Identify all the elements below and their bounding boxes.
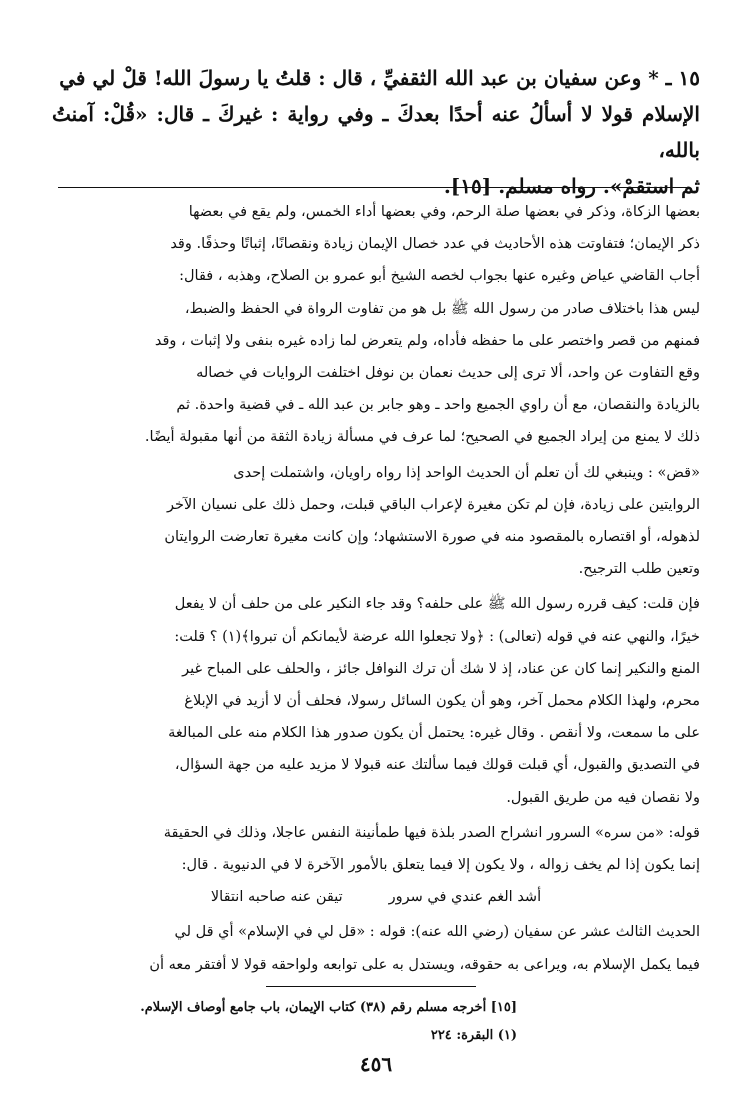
commentary-line: فمنهم من قصر واختصر على ما حفظه فأداه، ولم يتعرض لما زاده غيره بنفى ولا إثبات ، وقد: [154, 332, 700, 349]
commentary-line: وتعين طلب الترجيح.: [578, 561, 700, 578]
commentary-line: بالزيادة والنقصان، مع أن راوي الجميع واحد ـ وهو جابر بن عبد الله ـ في قضية واحدة. ثم: [176, 397, 700, 414]
commentary-line: أجاب القاضي عياض وغيره عنها بجواب لخصه الشيخ أبو عمرو بن الصلاح، وهذبه ، فقال:: [179, 268, 700, 285]
commentary-line: ذلك لا يمنع من إيراد الجميع في الصحيح؛ لما عرف في مسألة زيادة الثقة من أنها مقبولة أيضًا.: [144, 429, 700, 446]
commentary-line: المنع والنكير إنما كان عن عناد، إذ لا شك أن ترك النوافل جائز ، والحلف على المباح غير: [182, 660, 700, 677]
commentary-line: وقع التفاوت عن واحد، ألا ترى إلى حديث نعمان بن نوفل اختلفت الروايات في خصاله: [196, 365, 700, 382]
commentary-line: فإن قلت: كيف قرره رسول الله ﷺ على حلفه؟ وقد جاء النكير على من حلف أن لا يفعل: [174, 596, 700, 613]
poem-hemistich: أشد الغم عندي في سرور: [388, 889, 542, 906]
commentary-line: الحديث الثالث عشر عن سفيان (رضي الله عنه): قوله : «قل لي في الإسلام» أي قل لي: [174, 924, 700, 941]
commentary-line: محرم، ولهذا الكلام محمل آخر، وهو أن يكون السائل رسولا، فحلف أن لا أزيد في الإبلاغ: [184, 693, 700, 710]
hadith-line: ١٥ ـ * وعن سفيان بن عبد الله الثقفيِّ ، قال : قلتُ يا رسولَ الله! قلْ لي في: [59, 66, 700, 90]
page-number: ٤٥٦: [359, 1052, 393, 1076]
commentary-line: الروايتين على زيادة، فإن لم تكن مغيرة لإعراب الباقي قبلت، وحمل ذلك على نسيان الآخر: [167, 496, 700, 513]
commentary-line: ولا نقصان فيه من طريق القبول.: [506, 789, 700, 806]
commentary-line: إنما يكون إذا لم يخف زواله ، ولا يكون إلا فيما يتعلق بالأمور الآخرة لا في الدنيوية . قال:: [181, 857, 700, 874]
commentary-line: ذكر الإيمان؛ فتفاوتت هذه الأحاديث في عدد خصال الإيمان زيادة ونقصانًا، إثباتًا وحذفًا. وقد: [170, 236, 700, 253]
hadith-text: [52, 60, 700, 204]
footnotes: [60, 994, 517, 1050]
poem-verse: [52, 881, 700, 913]
commentary-line: بعضها الزكاة، وذكر في بعضها صلة الرحم، وفي بعضها أداء الخمس، ولم يقع في بعضها: [188, 204, 700, 220]
separator-rule: [58, 187, 690, 188]
commentary-line: في التصديق والقبول، أي قبلت قولك فيما سألتك عنه قبولا لا مزيد عليه من جهة السؤال،: [174, 757, 700, 774]
commentary-line: خيرًا، والنهي عنه في قوله (تعالى) : ﴿ولا تجعلوا الله عرضة لأيمانكم أن تبروا﴾(١) ؟ قلت:: [174, 628, 700, 645]
hadith-line: الإسلام قولا لا أسألُ عنه أحدًا بعدكَ ـ وفي رواية : غيركَ ـ قال: «قُلْ: آمنتُ بالله،: [52, 102, 700, 162]
commentary-line: قوله: «من سره» السرور انشراح الصدر بلذة فيها طمأنينة النفس عاجلا، وذلك في الحقيقة: [163, 824, 700, 841]
commentary-line: فيما يكمل الإسلام به، ويراعى به حقوقه، ويستدل به على توابعه ولواحقه قولا لا أفتقر معه أن: [149, 956, 700, 973]
hadith-line: ثم استقمْ». رواه مسلم. [١٥].: [443, 174, 700, 198]
poem-hemistich: تيقن عنه صاحبه انتقالا: [210, 889, 343, 906]
footnote-quran-ref: (١) البقرة: ٢٢٤: [430, 1028, 517, 1043]
footnote-hadith-source: [١٥] أخرجه مسلم رقم (٣٨) كتاب الإيمان، باب جامع أوصاف الإسلام.: [140, 1000, 517, 1015]
commentary-line: على ما سمعت، ولا أنقص . وقال غيره: يحتمل أن يكون صدور هذا الكلام منه على المبالغة: [168, 725, 700, 742]
commentary-line: لذهوله، أو اقتصاره بالمقصود منه في صورة الاستشهاد؛ وإن كانت مغيرة تعارضت الروايتان: [164, 529, 700, 546]
footnote-separator: [266, 986, 476, 987]
commentary-line: ليس هذا باختلاف صادر من رسول الله ﷺ بل هو من تفاوت الرواة في الحفظ والضبط،: [184, 300, 700, 317]
commentary-line: «قض» : وينبغي لك أن تعلم أن الحديث الواحد إذا رواه راويان، واشتملت إحدى: [233, 464, 700, 481]
commentary-text: [52, 196, 700, 981]
